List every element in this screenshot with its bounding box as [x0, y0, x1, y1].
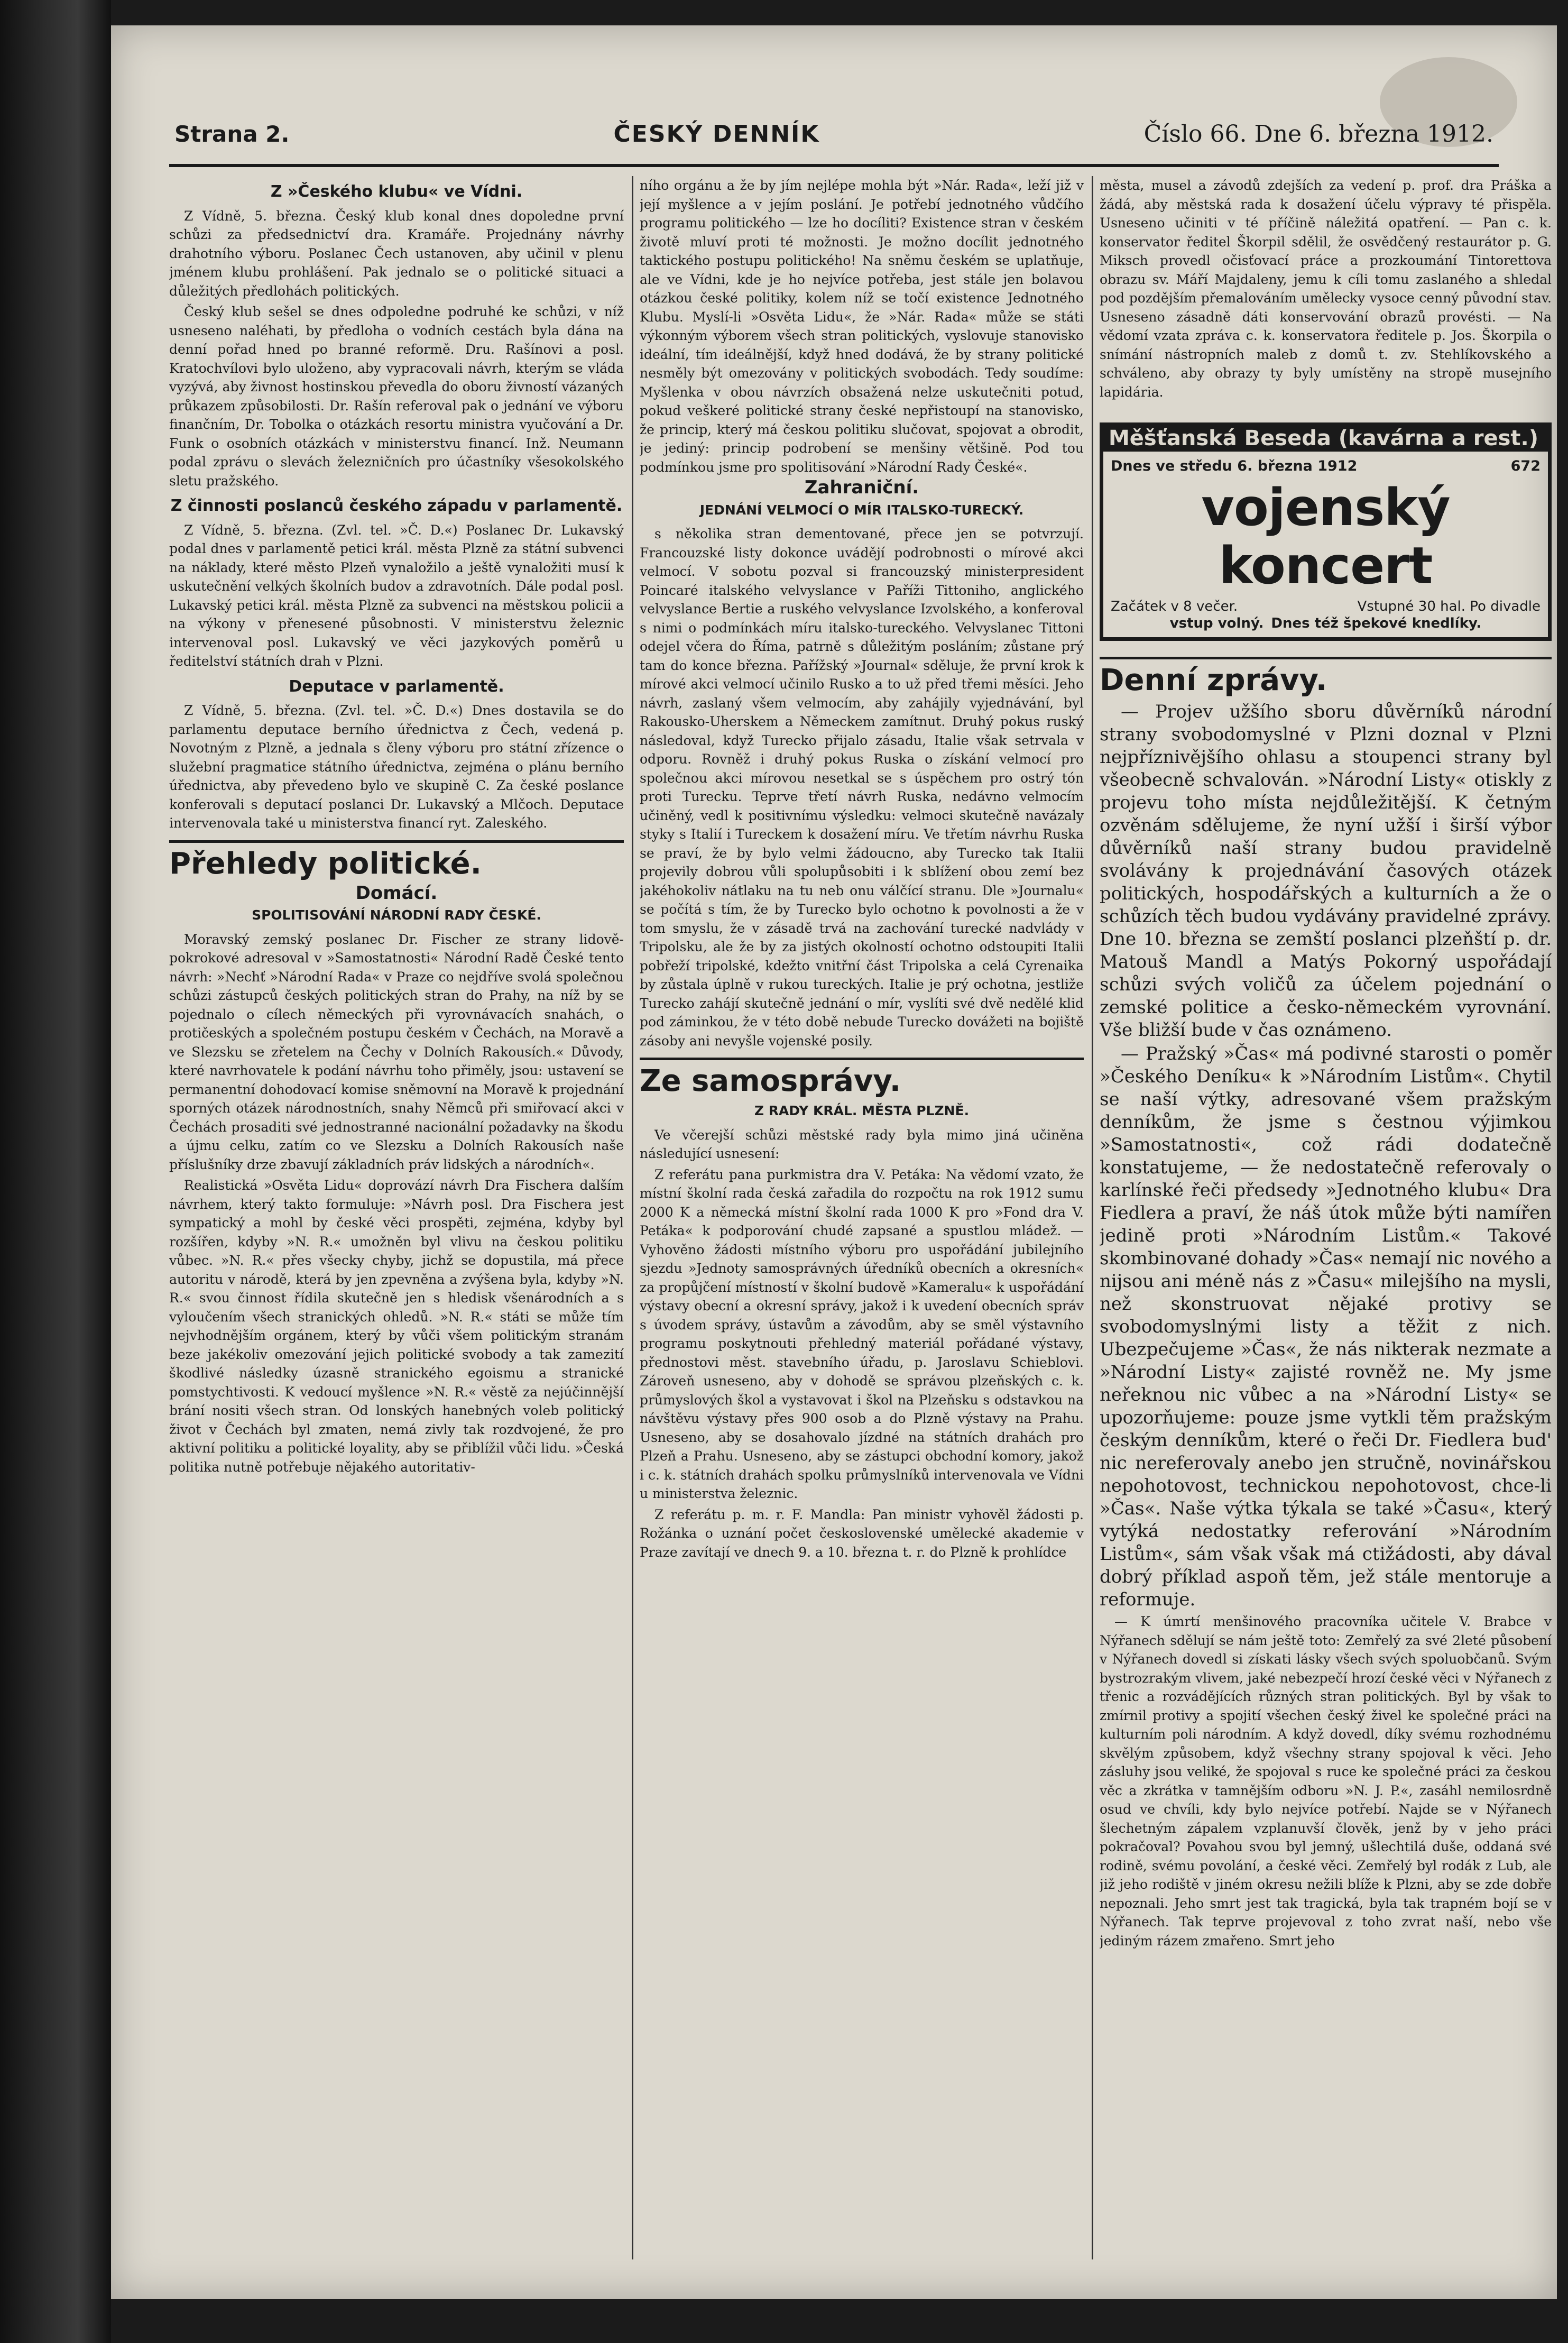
ad-details: [1111, 598, 1541, 632]
section-title: Přehledy politické.: [169, 840, 624, 881]
article-heading: SPOLITISOVÁNÍ NÁRODNÍ RADY ČESKÉ.: [252, 907, 541, 923]
article-heading: Z »Českého klubu« ve Vídni.: [270, 182, 523, 201]
article-paragraph: Z referátu p. m. r. F. Mandla: Pan ministr vyhověl žádosti p. Rožánka o uznání počet československé umělecké akademie v Praze zavítají ve dnech 9. a 10. března t. r. do Plzně k prohlídce: [640, 1506, 1084, 1560]
scan-left-edge: [0, 0, 111, 2343]
ad-free-entry: vstup volný.: [1169, 615, 1264, 631]
article-paragraph: — K úmrtí menšinového pracovníka učitele V. Brabce v Nýřanech sdělují se nám ještě toto: Zemřelý za své 2leté působení v Nýřanech dovedl si získati lásky všech svých spoluobčanů. Svým bystrozrakým vlivem, jaké nebezpečí hrozí české věci v Nýřanech z třenic a rozvádějících různých stran politických. Byl by však to zmírnil protivy a spojití všechen český živel ke společné práci na kulturním poli národním. A když dovedl, díky svému rozhodnému skvělým způsobem, když všechny strany spojoval k věci. Jeho zásluhy jsou veliké, že spojoval s ruce ke společné práci za českou věc a zkrátka v tamnějším odboru »N. J. P.«, zasáhl nemilosrdně osud ve chvíli, kdy bylo nejvíce potřebí. Najde se v Nýřanech šlechetným zápalem vzplanuvší člověk, jenž by v jeho práci pokračoval? Povahou svou byl jemný, ušlechtilá duše, oddaná své rodině, svému povolání, a české věci. Zemřelý byl rodák z Lub, ale již jeho rodiště v jiném okresu nežili blíže k Plzni, aby se zde dobře nepoznali. Jeho smrt jest tak tragická, byla tak trapném bojí se v Nýřanech. Tak teprve projevoval z toho zvrat naší, nebo vše jediným rázem zmařeno. Smrt jeho: [1100, 1614, 1552, 1949]
ad-date-line: [1111, 457, 1541, 476]
header-rule: [169, 164, 1499, 167]
ad-extra: Dnes též špekové knedlíky.: [1271, 615, 1482, 631]
section-subtitle: Domácí.: [355, 882, 438, 904]
article-heading: Z RADY KRÁL. MĚSTA PLZNĚ.: [754, 1103, 970, 1118]
ad-fee: Vstupné 30 hal. Po divadle: [1357, 599, 1541, 614]
section-title: Ze samosprávy.: [640, 1058, 1084, 1098]
article-paragraph: Z referátu pana purkmistra dra V. Petáka: Na vědomí vzato, že místní školní rada česká zařadila do rozpočtu na rok 1912 sumu 2000 K a německá místní školní rada 1000 K pro »Fond dra V. Petáka« k podporování chudé zapsané a spustlou mládež. — Vyhověno žádosti místního výboru pro uspořádání jubilejního sjezdu »Jednoty samosprávných úředníků obecních a okresních« za propůjčení místností v školní budově »Kameralu« k uspořádání výstavy obecní a okresní správy, jakož i k uvedení obecních správ s úvodem správy, ústavům a závodům, aby se směl výstavního programu poskytnouti přehledný materiál pořádané výstavy, přednostovi měst. stavebního úřadu, p. Jaroslavu Schieblovi. Zároveň usneseno, aby v dohodě se správou plzeňských c. k. průmyslových škol a vystavovat i škol na Plzeňsku s odstavkou na návštěvu výstavy přes 900 osob a do Plzně výstavy na Prahu. Usneseno, aby se dosahovalo jízdné na státních drahách pro Plzeň a Prahu. Usneseno, aby se zástupci obchodní komory, jakož i c. k. státních drahách spolku průmyslníků intervenovala ve Vídni u ministerstva železnic.: [640, 1166, 1084, 1501]
column-separator: [1092, 176, 1093, 2259]
daily-news: [1100, 701, 1552, 1611]
column-separator: [632, 176, 633, 2259]
article-heading: Deputace v parlamentě.: [289, 677, 504, 696]
column-3: [1100, 176, 1552, 2259]
ad-venue: Měšťanská Beseda (kavárna a rest.): [1103, 426, 1548, 452]
column-1: [169, 176, 624, 2259]
page-header: [174, 110, 1493, 158]
article-paragraph: Český klub sešel se dnes odpoledne podruhé ke schůzi, v níž usneseno naléhati, by předloha o vodních cestách byla dána na denní pořad hned po branné reformě. Dru. Rašínovi a posl. Kratochvílovi bylo uloženo, aby vypracovali návrh, kterým se vláda vyzývá, aby živnost hostinskou převedla do oboru živností vázaných průkazem způsobilosti. Dr. Rašín referoval pak o jednání ve výboru finančním, Dr. Tobolka o otázkách resortu ministra vyučování a Dr. Funk o osobních otázkách v ministerstvu financí. Inž. Neumann podal zprávu o slevách železničních pro účastníky všesokolského sletu pražského.: [169, 304, 624, 489]
ad-number: 672: [1510, 457, 1541, 474]
article-paragraph: Moravský zemský poslanec Dr. Fischer ze strany lidově-pokrokové adresoval v »Samostatnosti« Národní Radě České tento návrh: »Nechť »Národní Rada« v Praze co nejdříve svolá společnou schůzi zástupců českých politických stran do Prahy, na níž by se pojednalo o cílech německých při vyrovnávacích snahách, o protičeských a společném postupu českém v Čechách, na Moravě a ve Slezsku se zřetelem na Čechy v Dolních Rakousích.« Důvody, které navrhovatele k podání návrhu toho přiměly, jsou: ustavení se permanentní dohodovací komise sněmovní na Moravě k projednání sporných otázek národnostních, snahy Němců při smiřovací akci v Čechách prosaditi své jednostranné nacionální požadavky na škodu a újmu celku, zatím co ve Slezsku a Dolních Rakousích naše příslušníky drze zbavují základních práv lidských a národních«.: [169, 931, 624, 1172]
article-paragraph: města, musel a závodů zdejších za vedení p. prof. dra Práška a žádá, aby městská rada k dosažení účelu výpravy té přispěla. Usneseno učiniti v té příčině náležitá opatření. — Pan c. k. konservator ředitel Škorpil sdělil, že osvědčený restaurátor p. G. Miksch provedl očisťovací práce a prozkoumání Tintorettova obrazu sv. Máří Majdaleny, jemu k cíli tomu zaslaného a shledal pod pozdějším přemalováním umělecky vysoce cenný původní stav. Usneseno zásadně dáti konservování obrazů provésti. — Na vědomí vzata zpráva c. k. konservatora ředitele p. Jos. Škorpila o snímání nástropních maleb z domů t. zv. Stehlíkovského a schváleno, aby obrazy ty byly umístěny na stropě musejního lapidária.: [1100, 178, 1552, 400]
newspaper-page: [111, 25, 1557, 2299]
section-subtitle: Zahraniční.: [804, 477, 919, 498]
article-paragraph: Realistická »Osvěta Lidu« doprovází návrh Dra Fischera dalším návrhem, který takto formuluje: »Návrh posl. Dra Fischera jest sympatický a mohl by české věci prospěti, zejména, kdyby byl rozšířen, kdyby »N. R.« umožněn byl vlivu na českou politiku vůbec. »N. R.« přes všecky chyby, jichž se dopustila, má přece autoritu v národě, která by jen zpevněna a zvýšena byla, kdyby »N. R.« svou činnost řídila skutečně jen s hledisk všenárodních a s vyloučením všech stranických ohledů. »N. R.« státi se může tím nejvhodnějším orgánem, který by vůči všem politickým stranám beze jakékoliv omezování jejich politické svobody a tak zamezití škodlivé následky úzasně stranického egoismu a stranické pomstychtivosti. K vedoucí myšlence »N. R.« věstě za nejúčinnější brání nositi všech stran. Od lonských hanebných voleb politický život v Čechách byl zmaten, nemá zivly tak rozdvojené, že pro aktivní politiku a politické loyality, aby se přiblížil vůči lidu. »Česká politika nutně potřebuje nějakého autoritativ-: [169, 1178, 624, 1475]
article-paragraph: Ve včerejší schůzi městské rady byla mimo jiná učiněna následující usnesení:: [640, 1127, 1084, 1161]
column-2: [640, 176, 1084, 2259]
article-paragraph: Z Vídně, 5. března. (Zvl. tel. »Č. D.«) Dnes dostavila se do parlamentu deputace berního úřednictva z Čech, vedená p. Novotným z Plzně, a jednala s členy výboru pro státní zřízence o služební pragmatice státního úřednictva, zejména o plánu berního úřednictva, aby převedeno bylo ve skupině C. Za české poslance konferovali s deputací poslanci Dr. Lukavský a Mlčoch. Deputace intervenovala také u ministerstva financí ryt. Zaleského.: [169, 703, 624, 831]
article-paragraph: Z Vídně, 5. března. Český klub konal dnes dopoledne první schůzi za předsednictví dra. Kramáře. Projednány návrhy drahotního výboru. Poslanec Čech ustanoven, aby učinil v plenu jménem klubu prohlášení. Pak jednalo se o politické situaci a důležitých předlohách politických.: [169, 208, 624, 299]
article-paragraph: — Pražský »Čas« má podivné starosti o poměr »Českého Deníku« k »Národním Listům«. Chytil se naší výtky, adresované všem pražským denníkům, že jsme s čestnou výjimkou »Samostatnosti«, což rádi dodatečně konstatujeme, — že nedostatečně referovaly o karlínské řeči předsedy »Jednotného klubu« Dra Fiedlera a praví, že náš útok může býti namířen jedině proti »Národním Listům.« Takové skombinované dohady »Čas« nemají nic nového a nijsou ani méně nás z »Času« milejšího na mysli, než skonstruovat nějaké protivy se svobodomyslnými listy a těžit z nich. Ubezpečujeme »Čas«, že nás nikterak nezmate a »Národní Listy« zajisté rovněž ne. My jsme neřeknou nic vůbec a na »Národní Listy« se upozorňujeme: pouze jsme vytkli těm pražským českým denníkům, které o řeči Dr. Fiedlera bud' nic nereferovaly anebo jen stručně, novinářskou nepohotovost, technickou nepohotovost, chce-li »Čas«. Naše výtka týkala se také »Času«, který vytýká nedostatky referování »Národním Listům«, sám však však má ctižádosti, aby dával dobrý příklad aspoň těm, jež stále mentoruje a reformuje.: [1100, 1043, 1552, 1610]
ad-start-time: Začátek v 8 večer.: [1111, 599, 1238, 614]
ad-title: vojenský koncert: [1201, 478, 1450, 595]
masthead: ČESKÝ DENNÍK: [613, 120, 820, 148]
issue-date: Číslo 66. Dne 6. března 1912.: [1143, 120, 1493, 148]
concert-advertisement: [1100, 422, 1552, 641]
page-number: Strana 2.: [174, 121, 290, 147]
article-heading: JEDNÁNÍ VELMOCÍ O MÍR ITALSKO-TURECKÝ.: [699, 502, 1024, 518]
ad-date: Dnes ve středu 6. března 1912: [1111, 457, 1358, 474]
article-paragraph: ního orgánu a že by jím nejlépe mohla být »Nár. Rada«, leží již v její myšlence a v jejím poslání. Je potřebí jednotného vůdčího programu politického — lze ho docíliti? Existence stran v českém životě mluví proti té možnosti. Je možno docílit jednotného taktického postupu politického! Na sněmu českém se uplatňuje, ale ve Vídni, kde je ho nejvíce potřeba, jest stále jen bolavou otázkou české politiky, kolem níž se točí existence Jednotného Klubu. Myslí-li »Osvěta Lidu«, že »Nár. Rada« může se státi výkonným výborem všech stran politických, vyslovuje stanovisko ideální, tím ideálnější, když hned dodává, že by strany politické nesměly být omezovány v politických svobodách. Tedy soudíme: Myšlenka v obou návrzích obsažená nelze uskutečniti potud, pokud veškeré politické strany české nepřistoupí na stanovisko, že princip, který má českou politiku slučovat, spojovat a obrodit, je jediný: princip podrobení se menšiny většině. Pod tou podmínkou jsme pro spolitisování »Národní Rady České«.: [640, 178, 1084, 475]
section-title: Denní zprávy.: [1100, 657, 1552, 697]
article-heading: Z činnosti poslanců českého západu v parlamentě.: [170, 497, 623, 515]
article-paragraph: — Projev užšího sboru důvěrníků národní strany svobodomyslné v Plzni doznal v Plzni nejpříznivějšího ohlasu a stoupenci strany byl všeobecně schvalován. »Národní Listy« otiskly z projevu toho místa nejdůležitější. K četným ozvěnám sdělujeme, že nyní užší i širší výbor důvěrníků naší strany budou pravidelně svolávány k projednávání časových otázek politických, hospodářských a kulturních a že o schůzích těch budou vydávány pravidelné zprávy. Dne 10. března se zemští poslanci plzeňští p. dr. Matouš Mandl a Matýs Pokorný uspořádají schůzi svých voličů za účelem pojednání o zemské politice a česko-německém vyrovnání. Vše bližší bude v čas oznámeno.: [1100, 701, 1552, 1041]
article-paragraph: s několika stran dementované, přece jen se potvrzují. Francouzské listy dokonce uvádějí podrobnosti o mírové akci velmocí. V sobotu pozval si francouzský ministerpresident Poincaré italského velvyslance v Paříži Tittoniho, anglického velvyslance Bertie a ruského velvyslance Izvolského, a konferoval s nimi o podmínkách míru italsko-tureckého. Velvyslanec Tittoni odejel včera do Říma, patrně s důležitým posláním; zůstane prý tam do konce března. Pařížský »Journal« sděluje, že první krok k mírové akci velmocí učinilo Rusko a to už před třemi měsíci. Jeho návrh, zaslaný všem velmocím, aby zahájily vyjednávání, byl Rakousko-Uherskem a Německem zamítnut. Druhý pokus ruský následoval, když Turecko přijalo zásadu, Italie však setrvala v odporu. Rovněž i druhý pokus Ruska o získání velmocí pro společnou akci mírovou nesetkal se s úspěchem pro ostrý tón proti Turecku. Teprve třetí návrh Ruska, nedávno velmocím učiněný, vedl k positivnímu výsledku: velmoci skutečně navázaly styky s Italií i Tureckem k dosažení míru. Ve třetím návrhu Ruska se praví, že by bylo velmi žádoucno, aby Turecko tak Italii projevily dobrou vůli spolupůsobiti i k sblížení obou zemí bez jakéhokoliv nátlaku na tu neb onu válčící stranu. Dle »Journalu« se počítá s tím, že by Turecko bylo ochotno k povolnosti a že v tom smyslu, že v zásadě trvá na zachování turecké nadvlády v Tripolsku, ale že by za jistých okolností ochotno odstoupiti Italii pobřeží tripolské, kdežto vnitřní část Tripolska a celá Cyrenaika by zůstala úplně v rukou tureckých. Italie je prý ochotna, jestliže Turecko zahájí skutečně jednání o mír, vyslíti své dvě nedělé klid pod záminkou, že v této době nebude Turecko dovážeti na bojiště zásoby ani nevyšle vojenské posily.: [640, 526, 1084, 1049]
article-paragraph: Z Vídně, 5. března. (Zvl. tel. »Č. D.«) Poslanec Dr. Lukavský podal dnes v parlamentě petici král. města Plzně za státní subvenci na náklady, které město Plzeň vynaložilo a ještě vynaložiti musí k uskutečnění velkých školních budov a zdravotních. Dále podal posl. Lukavský petici král. města Plzně za subvenci na městskou policii a na výkony v přenesené působnosti. V ministerstvu železnic intervenoval posl. Lukavský ve věci jazykových poměrů u ředitelství státních drah v Plzni.: [169, 522, 624, 669]
